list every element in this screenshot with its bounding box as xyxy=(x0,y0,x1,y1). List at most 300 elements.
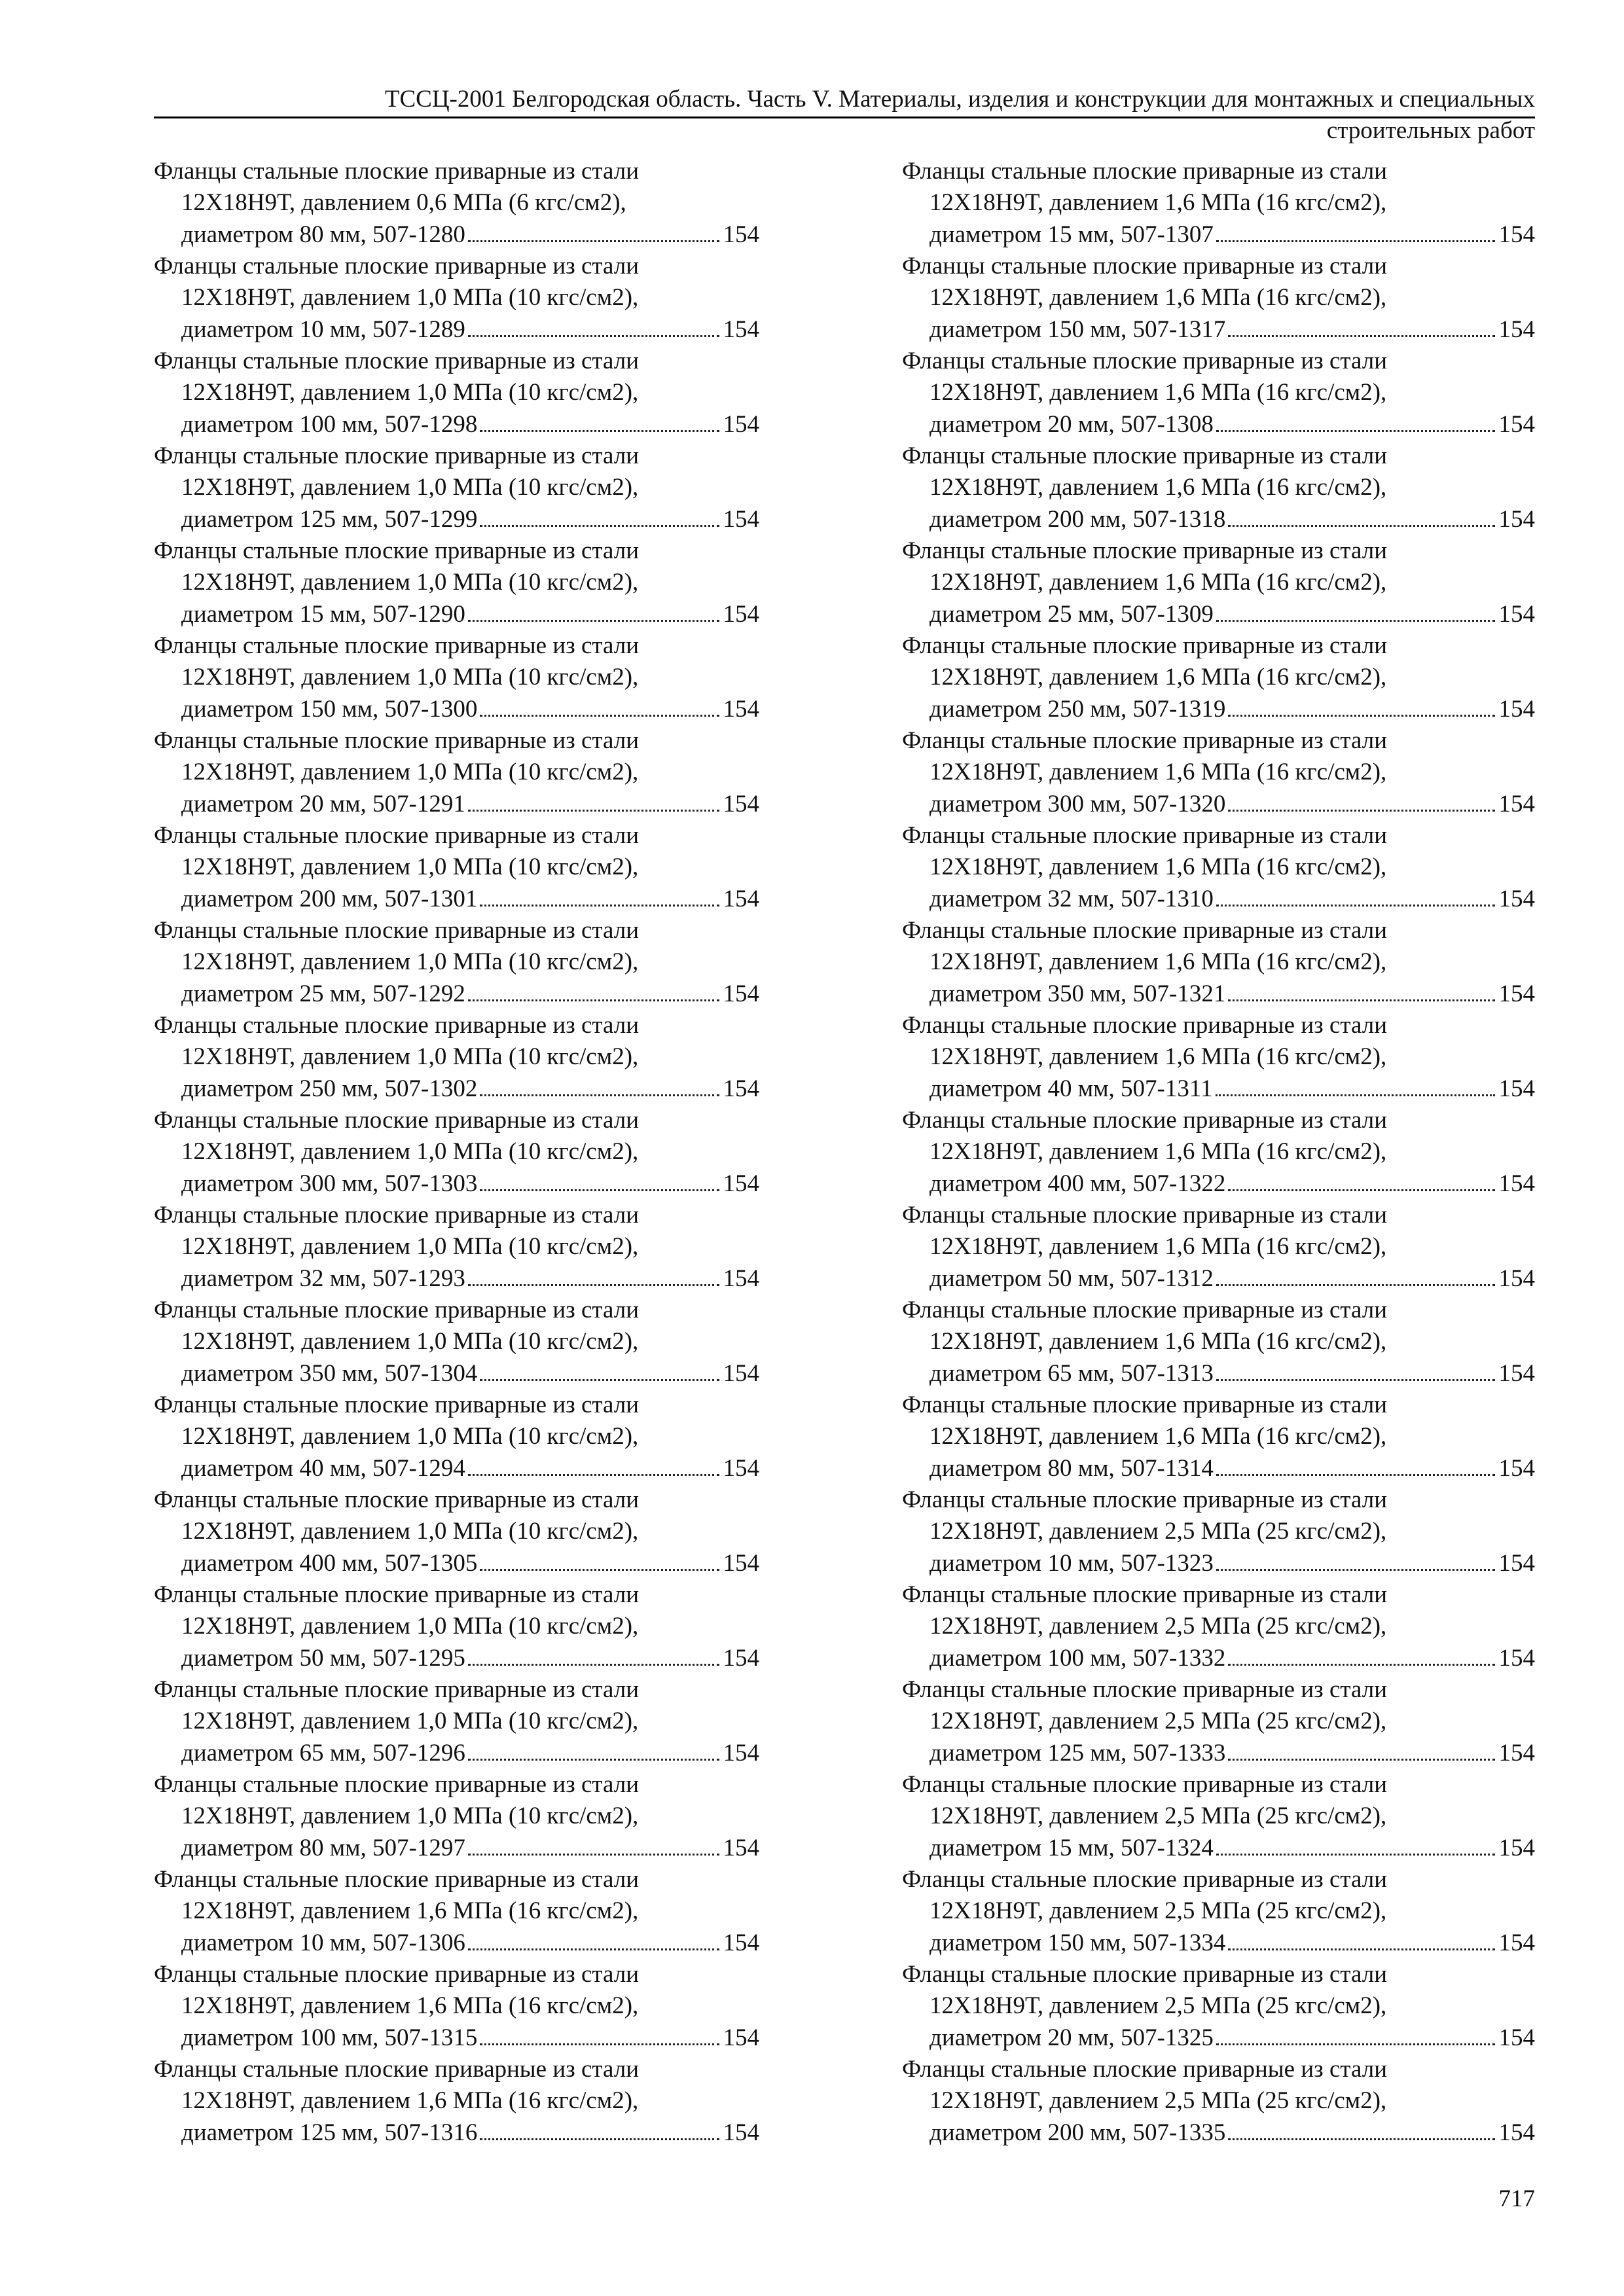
index-entry xyxy=(902,535,1535,630)
entry-page-ref: 154 xyxy=(1498,1834,1535,1861)
entry-title-line: Фланцы стальные плоские приварные из стали xyxy=(902,1676,1388,1703)
dot-leader xyxy=(468,999,719,1001)
dot-leader xyxy=(1228,999,1494,1001)
dot-leader xyxy=(1228,525,1494,527)
entry-code-line xyxy=(902,599,1535,630)
index-column-left xyxy=(154,156,759,2149)
entry-diameter-code: диаметром 100 мм, 507-1315 xyxy=(181,2024,478,2051)
dot-leader xyxy=(1216,620,1495,622)
header-line-2: строительных работ xyxy=(1326,117,1535,144)
entry-spec-line: 12Х18Н9Т, давлением 1,6 МПа (16 кгс/см2), xyxy=(181,1992,639,2020)
entry-page-ref: 154 xyxy=(723,1265,759,1292)
entry-title-line: Фланцы стальные плоские приварные из стали xyxy=(154,1676,640,1703)
entry-code-line xyxy=(154,1358,759,1390)
entry-page-ref: 154 xyxy=(723,221,759,248)
running-header xyxy=(154,84,1535,147)
dot-leader xyxy=(1216,2043,1495,2045)
entry-title-line: Фланцы стальные плоские приварные из стали xyxy=(902,632,1388,659)
index-entry xyxy=(902,725,1535,820)
entry-page-ref: 154 xyxy=(1498,980,1535,1007)
index-entry xyxy=(154,1390,759,1484)
entry-page-ref: 154 xyxy=(1498,505,1535,533)
entry-diameter-code: диаметром 150 мм, 507-1317 xyxy=(929,315,1226,343)
entry-title-line: Фланцы стальные плоские приварные из стали xyxy=(154,2056,640,2083)
index-column-right xyxy=(902,156,1535,2149)
index-entry xyxy=(154,1579,759,1674)
entry-diameter-code: диаметром 32 мм, 507-1310 xyxy=(929,885,1214,912)
entry-diameter-code: диаметром 10 мм, 507-1323 xyxy=(929,1549,1214,1577)
entry-title-line: Фланцы стальные плоские приварные из стали xyxy=(902,1486,1388,1513)
entry-title-line: Фланцы стальные плоские приварные из стали xyxy=(902,348,1388,374)
entry-title-line: Фланцы стальные плоские приварные из стали xyxy=(902,1012,1388,1039)
entry-spec-line: 12Х18Н9Т, давлением 0,6 МПа (6 кгс/см2), xyxy=(181,189,626,217)
entry-code-line xyxy=(154,1833,759,1864)
index-entry xyxy=(902,1769,1535,1864)
entry-diameter-code: диаметром 25 мм, 507-1309 xyxy=(929,600,1214,628)
entry-code-line xyxy=(154,1548,759,1579)
entry-title-line: Фланцы стальные плоские приварные из стали xyxy=(902,1961,1388,1988)
entry-code-line xyxy=(154,978,759,1010)
entry-diameter-code: диаметром 40 мм, 507-1294 xyxy=(181,1454,465,1482)
dot-leader xyxy=(480,1189,719,1191)
entry-code-line xyxy=(154,694,759,725)
entry-spec-line: 12Х18Н9Т, давлением 1,0 МПа (10 кгс/см2), xyxy=(181,1233,639,1261)
entry-diameter-code: диаметром 32 мм, 507-1293 xyxy=(181,1265,465,1292)
dot-leader xyxy=(1228,1664,1494,1666)
entry-page-ref: 154 xyxy=(723,1075,759,1102)
index-entry xyxy=(902,1959,1535,2054)
entry-page-ref: 154 xyxy=(723,505,759,533)
entry-diameter-code: диаметром 10 мм, 507-1306 xyxy=(181,1929,465,1956)
entry-spec-line: 12Х18Н9Т, давлением 1,0 МПа (10 кгс/см2), xyxy=(181,284,639,312)
index-entry xyxy=(154,2054,759,2149)
header-rule xyxy=(154,117,1535,118)
entry-spec-line: 12Х18Н9Т, давлением 1,6 МПа (16 кгс/см2), xyxy=(929,853,1387,881)
dot-leader xyxy=(468,240,719,242)
entry-diameter-code: диаметром 15 мм, 507-1324 xyxy=(929,1834,1214,1861)
entry-spec-line: 12Х18Н9Т, давлением 1,6 МПа (16 кгс/см2), xyxy=(929,1233,1387,1261)
entry-diameter-code: диаметром 20 мм, 507-1291 xyxy=(181,790,465,817)
entry-page-ref: 154 xyxy=(723,1929,759,1956)
entry-code-line xyxy=(902,1928,1535,1959)
dot-leader xyxy=(480,1379,719,1381)
entry-page-ref: 154 xyxy=(1498,221,1535,248)
entry-code-line xyxy=(902,1358,1535,1390)
entry-page-ref: 154 xyxy=(723,1170,759,1197)
dot-leader xyxy=(480,525,719,527)
entry-spec-line: 12Х18Н9Т, давлением 1,6 МПа (16 кгс/см2), xyxy=(929,1138,1387,1166)
entry-spec-line: 12Х18Н9Т, давлением 1,0 МПа (10 кгс/см2), xyxy=(181,1708,639,1735)
dot-leader xyxy=(468,335,719,337)
entry-code-line xyxy=(154,599,759,630)
entry-title-line: Фланцы стальные плоские приварные из стали xyxy=(154,1107,640,1134)
entry-code-line xyxy=(902,504,1535,535)
entry-spec-line: 12Х18Н9Т, давлением 1,6 МПа (16 кгс/см2), xyxy=(929,759,1387,786)
index-entry xyxy=(154,1010,759,1105)
entry-diameter-code: диаметром 200 мм, 507-1335 xyxy=(929,2119,1226,2146)
entry-title-line: Фланцы стальные плоские приварные из стали xyxy=(902,537,1388,564)
entry-title-line: Фланцы стальные плоские приварные из стали xyxy=(154,1961,640,1988)
entry-page-ref: 154 xyxy=(723,1834,759,1861)
entry-page-ref: 154 xyxy=(1498,600,1535,628)
entry-diameter-code: диаметром 20 мм, 507-1308 xyxy=(929,410,1214,438)
entry-spec-line: 12Х18Н9Т, давлением 1,6 МПа (16 кгс/см2), xyxy=(929,1423,1387,1450)
index-entry xyxy=(154,1295,759,1390)
dot-leader xyxy=(468,1664,719,1666)
entry-diameter-code: диаметром 350 мм, 507-1321 xyxy=(929,980,1226,1007)
index-entry xyxy=(902,1390,1535,1484)
entry-page-ref: 154 xyxy=(723,410,759,438)
index-entry xyxy=(902,1864,1535,1959)
dot-leader xyxy=(480,905,719,906)
entry-spec-line: 12Х18Н9Т, давлением 2,5 МПа (25 кгс/см2), xyxy=(929,1803,1387,1830)
dot-leader xyxy=(1216,905,1495,906)
entry-page-ref: 154 xyxy=(723,790,759,817)
entry-spec-line: 12Х18Н9Т, давлением 1,0 МПа (10 кгс/см2), xyxy=(181,1423,639,1450)
entry-code-line xyxy=(154,2022,759,2054)
dot-leader xyxy=(1228,810,1494,812)
dot-leader xyxy=(480,2138,719,2140)
dot-leader xyxy=(480,2043,719,2045)
entry-code-line xyxy=(154,1168,759,1200)
index-entry xyxy=(154,820,759,915)
entry-diameter-code: диаметром 65 мм, 507-1313 xyxy=(929,1359,1214,1387)
entry-title-line: Фланцы стальные плоские приварные из стали xyxy=(154,822,640,849)
entry-title-line: Фланцы стальные плоские приварные из стали xyxy=(154,1391,640,1418)
entry-spec-line: 12Х18Н9Т, давлением 1,6 МПа (16 кгс/см2), xyxy=(929,569,1387,596)
entry-diameter-code: диаметром 400 мм, 507-1305 xyxy=(181,1549,478,1577)
entry-title-line: Фланцы стальные плоские приварные из стали xyxy=(902,822,1388,849)
entry-spec-line: 12Х18Н9Т, давлением 2,5 МПа (25 кгс/см2), xyxy=(929,1613,1387,1640)
entry-diameter-code: диаметром 125 мм, 507-1316 xyxy=(181,2119,478,2146)
dot-leader xyxy=(1228,335,1494,337)
entry-spec-line: 12Х18Н9Т, давлением 1,0 МПа (10 кгс/см2), xyxy=(181,853,639,881)
index-entry xyxy=(154,251,759,346)
entry-spec-line: 12Х18Н9Т, давлением 1,0 МПа (10 кгс/см2), xyxy=(181,948,639,976)
entry-code-line xyxy=(902,219,1535,251)
entry-page-ref: 154 xyxy=(1498,2024,1535,2051)
entry-title-line: Фланцы стальные плоские приварные из стали xyxy=(902,253,1388,279)
entry-page-ref: 154 xyxy=(1498,410,1535,438)
entry-spec-line: 12Х18Н9Т, давлением 1,6 МПа (16 кгс/см2), xyxy=(929,284,1387,312)
entry-page-ref: 154 xyxy=(1498,695,1535,723)
entry-page-ref: 154 xyxy=(1498,2119,1535,2146)
entry-spec-line: 12Х18Н9Т, давлением 1,0 МПа (10 кгс/см2), xyxy=(181,1518,639,1545)
dot-leader xyxy=(1216,1284,1495,1286)
entry-spec-line: 12Х18Н9Т, давлением 1,6 МПа (16 кгс/см2), xyxy=(929,1043,1387,1071)
entry-title-line: Фланцы стальные плоские приварные из стали xyxy=(154,1297,640,1323)
entry-code-line xyxy=(902,1453,1535,1484)
entry-spec-line: 12Х18Н9Т, давлением 1,0 МПа (10 кгс/см2), xyxy=(181,1138,639,1166)
index-entry xyxy=(154,1864,759,1959)
entry-title-line: Фланцы стальные плоские приварные из стали xyxy=(154,348,640,374)
index-entry xyxy=(902,1484,1535,1579)
entry-title-line: Фланцы стальные плоские приварные из стали xyxy=(902,1391,1388,1418)
dot-leader xyxy=(480,1569,719,1571)
index-entry xyxy=(902,630,1535,725)
entry-diameter-code: диаметром 350 мм, 507-1304 xyxy=(181,1359,478,1387)
entry-diameter-code: диаметром 125 мм, 507-1333 xyxy=(929,1739,1226,1767)
index-entry xyxy=(154,1769,759,1864)
entry-spec-line: 12Х18Н9Т, давлением 1,0 МПа (10 кгс/см2), xyxy=(181,379,639,406)
entry-title-line: Фланцы стальные плоские приварные из стали xyxy=(154,917,640,944)
dot-leader xyxy=(468,810,719,812)
entry-code-line xyxy=(902,1833,1535,1864)
entry-page-ref: 154 xyxy=(1498,1170,1535,1197)
entry-diameter-code: диаметром 15 мм, 507-1307 xyxy=(929,221,1214,248)
entry-title-line: Фланцы стальные плоские приварные из стали xyxy=(902,158,1388,185)
entry-title-line: Фланцы стальные плоские приварные из стали xyxy=(154,1202,640,1229)
entry-page-ref: 154 xyxy=(723,885,759,912)
entry-code-line xyxy=(902,2117,1535,2149)
entry-code-line xyxy=(902,884,1535,915)
entry-spec-line: 12Х18Н9Т, давлением 1,6 МПа (16 кгс/см2), xyxy=(181,2087,639,2115)
index-entry xyxy=(154,725,759,820)
entry-code-line xyxy=(154,1263,759,1295)
index-entry xyxy=(902,251,1535,346)
entry-code-line xyxy=(154,1928,759,1959)
index-entry xyxy=(902,2054,1535,2149)
entry-page-ref: 154 xyxy=(723,1739,759,1767)
entry-code-line xyxy=(902,1643,1535,1674)
index-entry xyxy=(154,1200,759,1295)
entry-diameter-code: диаметром 80 мм, 507-1314 xyxy=(929,1454,1214,1482)
index-entry xyxy=(902,1105,1535,1200)
dot-leader xyxy=(468,1284,719,1286)
dot-leader xyxy=(1228,1948,1494,1950)
entry-diameter-code: диаметром 150 мм, 507-1334 xyxy=(929,1929,1226,1956)
entry-title-line: Фланцы стальные плоские приварные из стали xyxy=(902,2056,1388,2083)
dot-leader xyxy=(1216,240,1495,242)
entry-diameter-code: диаметром 150 мм, 507-1300 xyxy=(181,695,478,723)
dot-leader xyxy=(1216,1379,1495,1381)
dot-leader xyxy=(480,430,719,432)
entry-title-line: Фланцы стальные плоские приварные из стали xyxy=(902,1581,1388,1608)
entry-spec-line: 12Х18Н9Т, давлением 2,5 МПа (25 кгс/см2), xyxy=(929,1992,1387,2020)
dot-leader xyxy=(1216,1474,1495,1476)
entry-diameter-code: диаметром 50 мм, 507-1312 xyxy=(929,1265,1214,1292)
index-entry xyxy=(154,630,759,725)
dot-leader xyxy=(1228,715,1494,717)
entry-code-line xyxy=(902,1738,1535,1769)
entry-page-ref: 154 xyxy=(723,2024,759,2051)
entry-diameter-code: диаметром 300 мм, 507-1303 xyxy=(181,1170,478,1197)
index-entry xyxy=(902,1010,1535,1105)
entry-spec-line: 12Х18Н9Т, давлением 1,6 МПа (16 кгс/см2), xyxy=(929,189,1387,217)
entry-page-ref: 154 xyxy=(723,315,759,343)
dot-leader xyxy=(1228,2138,1494,2140)
index-entry xyxy=(154,156,759,251)
index-entry xyxy=(902,440,1535,535)
entry-diameter-code: диаметром 400 мм, 507-1322 xyxy=(929,1170,1226,1197)
entry-diameter-code: диаметром 40 мм, 507-1311 xyxy=(929,1075,1213,1102)
dot-leader xyxy=(1216,1569,1495,1571)
entry-diameter-code: диаметром 20 мм, 507-1325 xyxy=(929,2024,1214,2051)
entry-title-line: Фланцы стальные плоские приварные из стали xyxy=(902,1866,1388,1893)
entry-title-line: Фланцы стальные плоские приварные из стали xyxy=(154,253,640,279)
index-entry xyxy=(902,915,1535,1010)
entry-title-line: Фланцы стальные плоские приварные из стали xyxy=(902,1107,1388,1134)
entry-title-line: Фланцы стальные плоские приварные из стали xyxy=(902,442,1388,469)
dot-leader xyxy=(468,620,719,622)
entry-spec-line: 12Х18Н9Т, давлением 1,0 МПа (10 кгс/см2), xyxy=(181,1043,639,1071)
entry-diameter-code: диаметром 100 мм, 507-1298 xyxy=(181,410,478,438)
index-entry xyxy=(154,1484,759,1579)
entry-page-ref: 154 xyxy=(723,1549,759,1577)
entry-diameter-code: диаметром 250 мм, 507-1319 xyxy=(929,695,1226,723)
dot-leader xyxy=(468,1854,719,1856)
entry-page-ref: 154 xyxy=(723,1644,759,1672)
entry-diameter-code: диаметром 25 мм, 507-1292 xyxy=(181,980,465,1007)
entry-spec-line: 12Х18Н9Т, давлением 2,5 МПа (25 кгс/см2), xyxy=(929,1897,1387,1925)
entry-code-line xyxy=(902,789,1535,820)
entry-title-line: Фланцы стальные плоские приварные из стали xyxy=(902,727,1388,754)
entry-title-line: Фланцы стальные плоские приварные из стали xyxy=(154,1012,640,1039)
index-entry xyxy=(902,346,1535,440)
entry-page-ref: 154 xyxy=(1498,315,1535,343)
entry-spec-line: 12Х18Н9Т, давлением 1,0 МПа (10 кгс/см2), xyxy=(181,1803,639,1830)
entry-page-ref: 154 xyxy=(1498,1644,1535,1672)
entry-diameter-code: диаметром 300 мм, 507-1320 xyxy=(929,790,1226,817)
entry-title-line: Фланцы стальные плоские приварные из стали xyxy=(154,1486,640,1513)
entry-code-line xyxy=(902,694,1535,725)
entry-title-line: Фланцы стальные плоские приварные из стали xyxy=(154,632,640,659)
index-entry xyxy=(902,156,1535,251)
entry-page-ref: 154 xyxy=(723,1359,759,1387)
dot-leader xyxy=(1228,1759,1494,1761)
entry-code-line xyxy=(154,409,759,440)
entry-code-line xyxy=(154,2117,759,2149)
index-entry xyxy=(902,1200,1535,1295)
index-entry xyxy=(902,1674,1535,1769)
index-entry xyxy=(154,1105,759,1200)
entry-diameter-code: диаметром 200 мм, 507-1301 xyxy=(181,885,478,912)
entry-title-line: Фланцы стальные плоские приварные из стали xyxy=(154,727,640,754)
entry-code-line xyxy=(154,1643,759,1674)
entry-title-line: Фланцы стальные плоские приварные из стали xyxy=(154,1866,640,1893)
entry-diameter-code: диаметром 10 мм, 507-1289 xyxy=(181,315,465,343)
page-number: 717 xyxy=(1498,2185,1535,2212)
index-entry xyxy=(902,1579,1535,1674)
entry-code-line xyxy=(902,978,1535,1010)
index-entry xyxy=(154,1674,759,1769)
entry-diameter-code: диаметром 50 мм, 507-1295 xyxy=(181,1644,465,1672)
entry-page-ref: 154 xyxy=(723,1454,759,1482)
dot-leader xyxy=(480,1094,719,1096)
entry-spec-line: 12Х18Н9Т, давлением 1,6 МПа (16 кгс/см2), xyxy=(929,1328,1387,1355)
entry-code-line xyxy=(154,1073,759,1105)
entry-code-line xyxy=(902,1548,1535,1579)
entry-code-line xyxy=(154,504,759,535)
index-entry xyxy=(154,346,759,440)
entry-code-line xyxy=(902,409,1535,440)
entry-page-ref: 154 xyxy=(723,980,759,1007)
entry-page-ref: 154 xyxy=(723,695,759,723)
dot-leader xyxy=(468,1759,719,1761)
entry-diameter-code: диаметром 80 мм, 507-1297 xyxy=(181,1834,465,1861)
entry-spec-line: 12Х18Н9Т, давлением 2,5 МПа (25 кгс/см2), xyxy=(929,1708,1387,1735)
entry-diameter-code: диаметром 65 мм, 507-1296 xyxy=(181,1739,465,1767)
entry-page-ref: 154 xyxy=(1498,885,1535,912)
entry-spec-line: 12Х18Н9Т, давлением 2,5 МПа (25 кгс/см2), xyxy=(929,1518,1387,1545)
header-line-1: ТССЦ-2001 Белгородская область. Часть V. Материалы, изделия и конструкции для монтажных и специальных xyxy=(384,86,1535,113)
entry-title-line: Фланцы стальные плоские приварные из стали xyxy=(902,917,1388,944)
entry-spec-line: 12Х18Н9Т, давлением 1,6 МПа (16 кгс/см2), xyxy=(929,474,1387,501)
index-entry xyxy=(902,820,1535,915)
entry-page-ref: 154 xyxy=(1498,790,1535,817)
entry-spec-line: 12Х18Н9Т, давлением 1,6 МПа (16 кгс/см2), xyxy=(929,664,1387,691)
entry-page-ref: 154 xyxy=(1498,1359,1535,1387)
entry-title-line: Фланцы стальные плоские приварные из стали xyxy=(902,1202,1388,1229)
entry-spec-line: 12Х18Н9Т, давлением 2,5 МПа (25 кгс/см2), xyxy=(929,2087,1387,2115)
dot-leader xyxy=(480,715,719,717)
entry-code-line xyxy=(154,1453,759,1484)
entry-code-line xyxy=(154,789,759,820)
entry-spec-line: 12Х18Н9Т, давлением 1,0 МПа (10 кгс/см2), xyxy=(181,474,639,501)
entry-code-line xyxy=(902,314,1535,346)
entry-page-ref: 154 xyxy=(723,600,759,628)
entry-spec-line: 12Х18Н9Т, давлением 1,0 МПа (10 кгс/см2), xyxy=(181,569,639,596)
entry-page-ref: 154 xyxy=(1498,1265,1535,1292)
entry-page-ref: 154 xyxy=(723,2119,759,2146)
entry-diameter-code: диаметром 200 мм, 507-1318 xyxy=(929,505,1226,533)
dot-leader xyxy=(468,1948,719,1950)
index-entry xyxy=(154,915,759,1010)
entry-code-line xyxy=(154,314,759,346)
entry-code-line xyxy=(902,1263,1535,1295)
entry-title-line: Фланцы стальные плоские приварные из стали xyxy=(154,442,640,469)
entry-page-ref: 154 xyxy=(1498,1739,1535,1767)
entry-spec-line: 12Х18Н9Т, давлением 1,6 МПа (16 кгс/см2), xyxy=(929,379,1387,406)
entry-page-ref: 154 xyxy=(1498,1075,1535,1102)
entry-code-line xyxy=(902,1073,1535,1105)
entry-code-line xyxy=(154,1738,759,1769)
dot-leader xyxy=(468,1474,719,1476)
entry-spec-line: 12Х18Н9Т, давлением 1,0 МПа (10 кгс/см2), xyxy=(181,759,639,786)
entry-title-line: Фланцы стальные плоские приварные из стали xyxy=(154,537,640,564)
entry-spec-line: 12Х18Н9Т, давлением 1,0 МПа (10 кгс/см2), xyxy=(181,1613,639,1640)
entry-spec-line: 12Х18Н9Т, давлением 1,0 МПа (10 кгс/см2), xyxy=(181,664,639,691)
dot-leader xyxy=(1216,1094,1495,1096)
entry-page-ref: 154 xyxy=(1498,1929,1535,1956)
index-entry xyxy=(154,440,759,535)
entry-title-line: Фланцы стальные плоские приварные из стали xyxy=(154,1581,640,1608)
index-entry xyxy=(902,1295,1535,1390)
entry-diameter-code: диаметром 80 мм, 507-1280 xyxy=(181,221,465,248)
entry-spec-line: 12Х18Н9Т, давлением 1,0 МПа (10 кгс/см2), xyxy=(181,1328,639,1355)
entry-page-ref: 154 xyxy=(1498,1549,1535,1577)
entry-diameter-code: диаметром 125 мм, 507-1299 xyxy=(181,505,478,533)
index-entry xyxy=(154,1959,759,2054)
dot-leader xyxy=(1228,1189,1494,1191)
entry-title-line: Фланцы стальные плоские приварные из стали xyxy=(902,1771,1388,1798)
entry-diameter-code: диаметром 100 мм, 507-1332 xyxy=(929,1644,1226,1672)
entry-title-line: Фланцы стальные плоские приварные из стали xyxy=(154,158,640,185)
entry-page-ref: 154 xyxy=(1498,1454,1535,1482)
dot-leader xyxy=(1216,1854,1495,1856)
entry-code-line xyxy=(154,219,759,251)
entry-title-line: Фланцы стальные плоские приварные из стали xyxy=(154,1771,640,1798)
entry-spec-line: 12Х18Н9Т, давлением 1,6 МПа (16 кгс/см2), xyxy=(929,948,1387,976)
entry-diameter-code: диаметром 250 мм, 507-1302 xyxy=(181,1075,478,1102)
entry-code-line xyxy=(902,2022,1535,2054)
index-entry xyxy=(154,535,759,630)
entry-code-line xyxy=(902,1168,1535,1200)
entry-code-line xyxy=(154,884,759,915)
entry-diameter-code: диаметром 15 мм, 507-1290 xyxy=(181,600,465,628)
entry-spec-line: 12Х18Н9Т, давлением 1,6 МПа (16 кгс/см2), xyxy=(181,1897,639,1925)
dot-leader xyxy=(1216,430,1495,432)
